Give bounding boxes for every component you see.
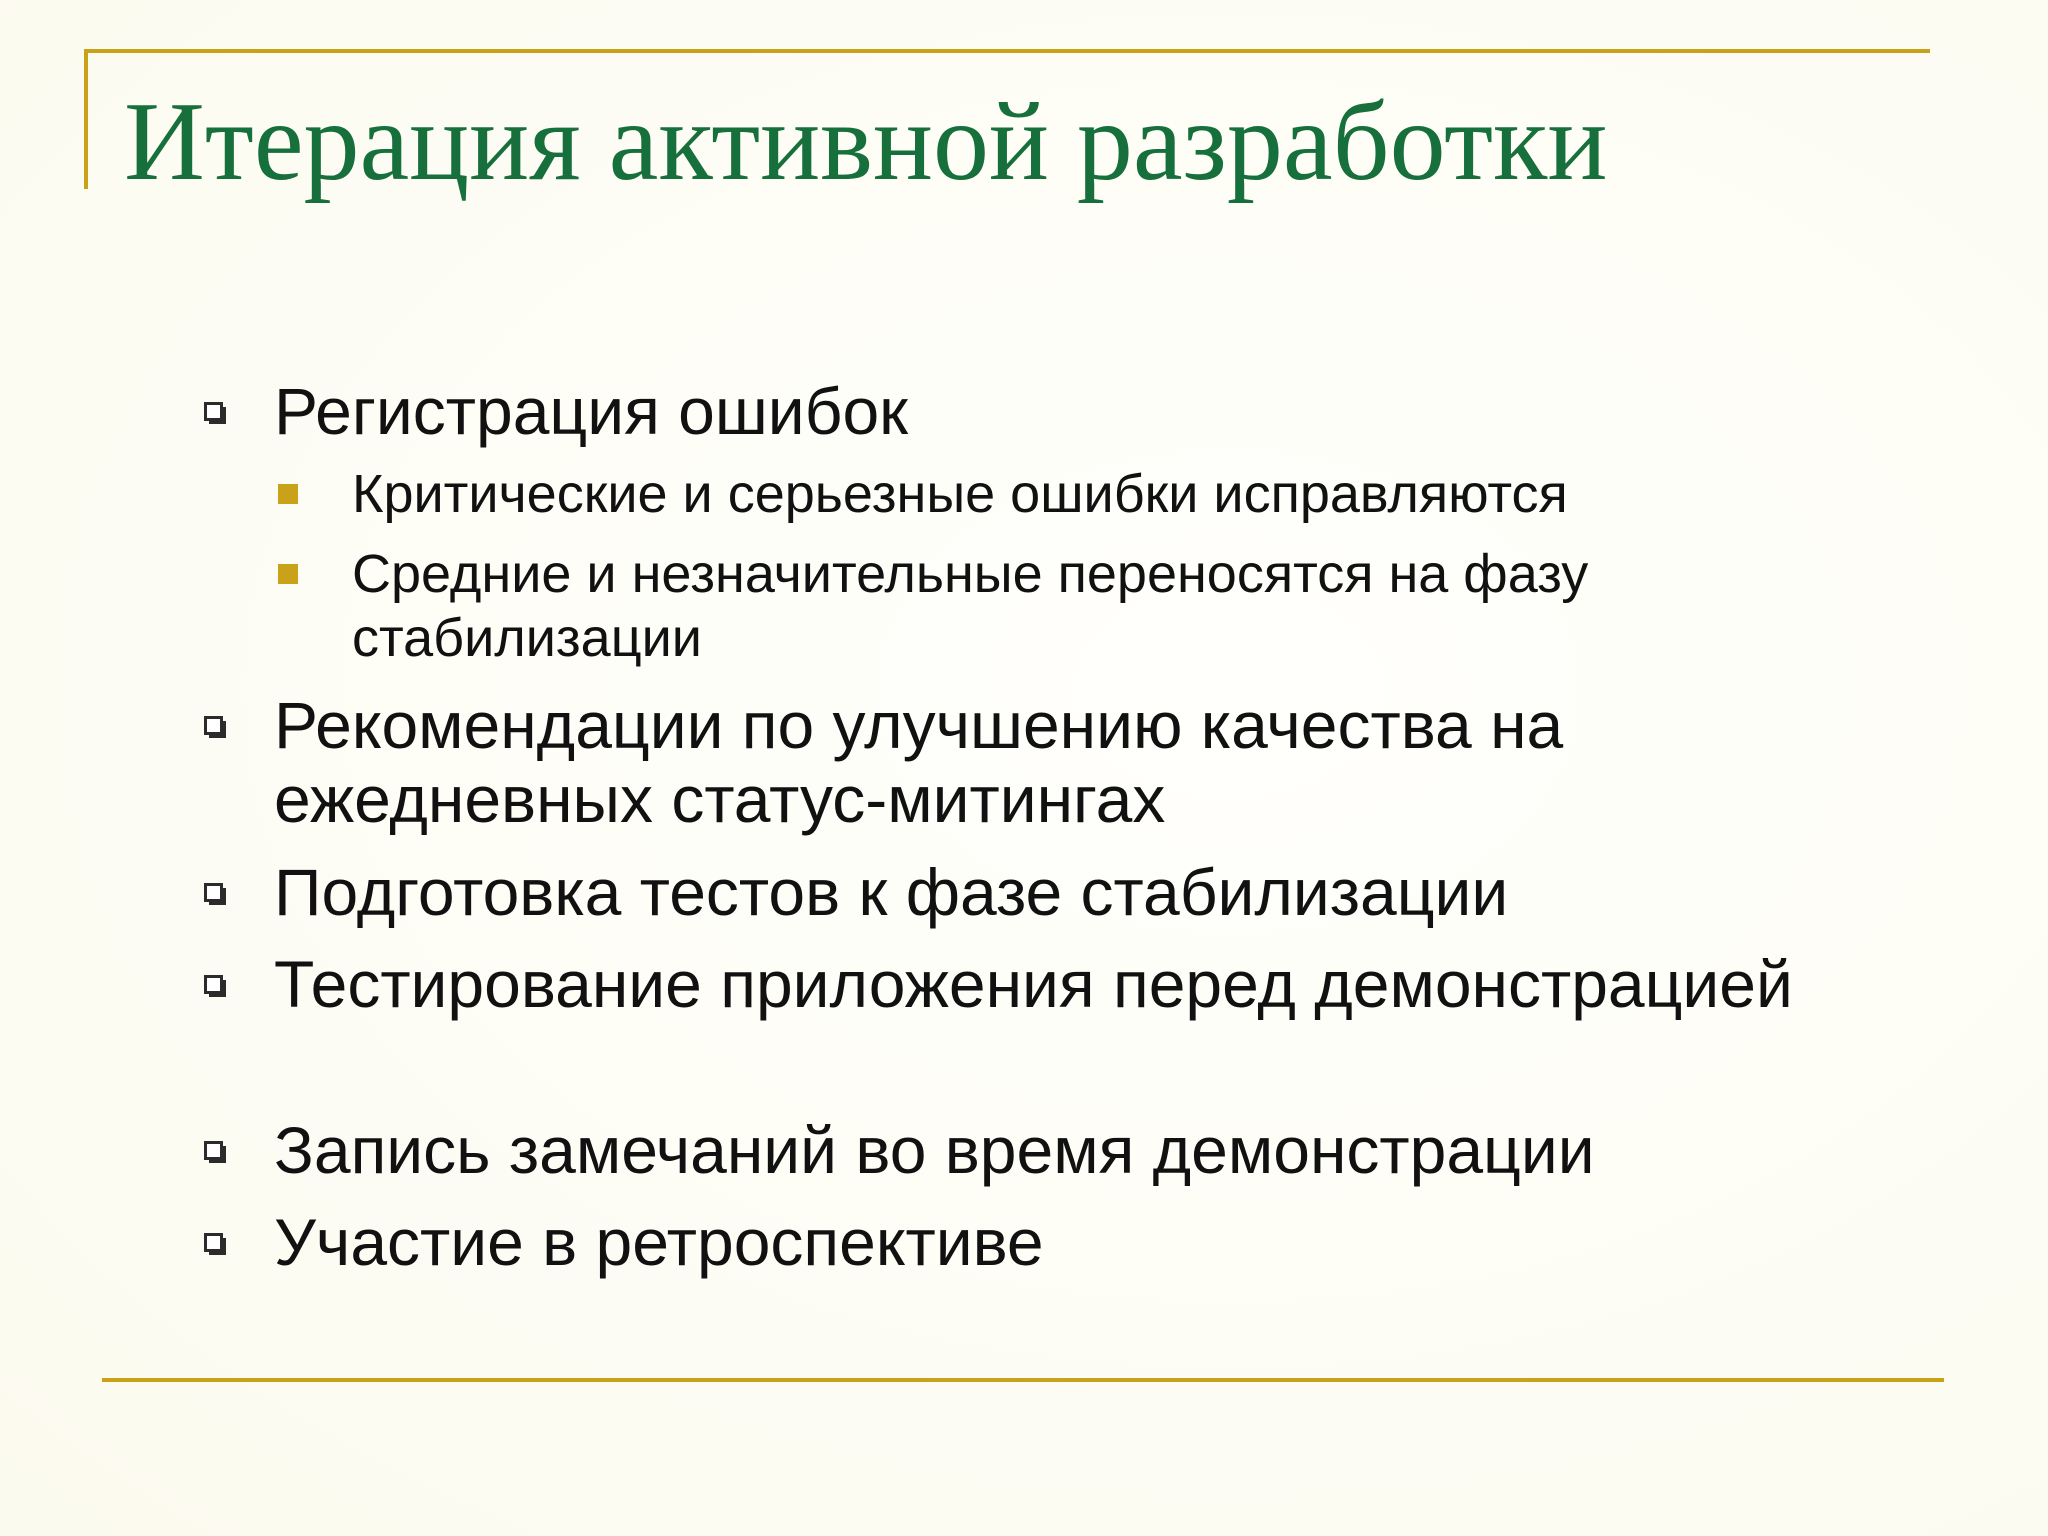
bullet-text: Рекомендации по улучшению качества на ежедневных статус-митингах [274,688,1564,836]
sub-bullet-text: Средние и незначительные переносятся на фазу стабилизации [352,544,1589,668]
bullet-text: Подготовка тестов к фазе стабилизации [274,855,1509,929]
bullet-text: Участие в ретроспективе [274,1205,1044,1279]
sub-bullet-item [352,462,1852,526]
bullet-item [274,688,1834,836]
hollow-square-bullet-icon [204,883,223,902]
bullet-text: Запись замечаний во время демонстрации [274,1113,1595,1187]
bullet-item [274,1113,1834,1187]
slide-title: Итерация активной разработки [124,80,1608,204]
bullet-item [274,1205,1834,1279]
filled-square-bullet-icon [278,484,298,504]
bottom-divider-line [102,1378,1944,1382]
hollow-square-bullet-icon [204,975,223,994]
left-accent-line [84,49,88,189]
hollow-square-bullet-icon [204,716,223,735]
bullet-item [274,374,1834,448]
sub-bullet-text: Критические и серьезные ошибки исправляются [352,464,1568,524]
bullet-item [274,947,1834,1021]
sub-bullet-item [352,542,1852,670]
hollow-square-bullet-icon [204,1233,223,1252]
bullet-item [274,855,1834,929]
hollow-square-bullet-icon [204,1141,223,1160]
filled-square-bullet-icon [278,564,298,584]
hollow-square-bullet-icon [204,402,223,421]
top-divider-line [84,49,1930,53]
bullet-text: Тестирование приложения перед демонстрацией [274,947,1793,1021]
bullet-text: Регистрация ошибок [274,374,909,448]
